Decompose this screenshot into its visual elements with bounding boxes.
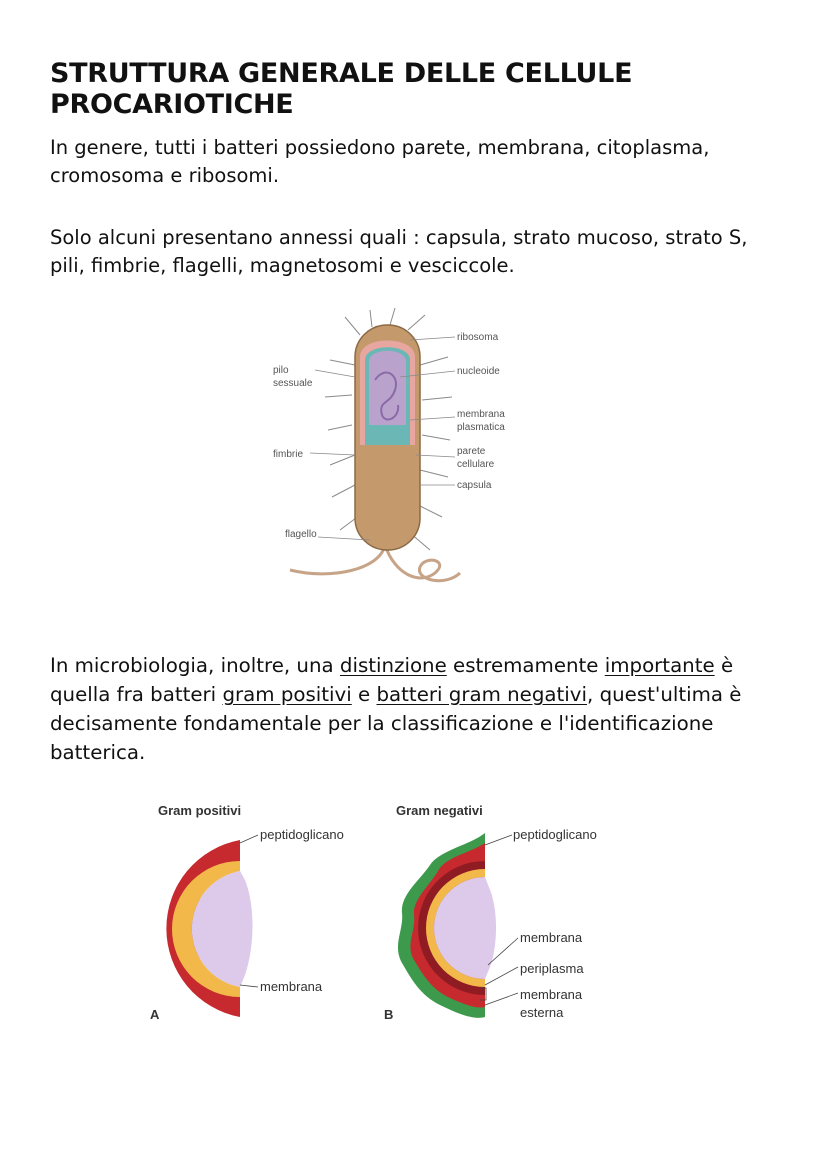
gram-text-2: estremamente — [446, 654, 605, 677]
flagellum-shape — [290, 545, 460, 581]
intro-paragraph: In genere, tutti i batteri possiedono parete, membrana, citoplasma, cromosoma e ribosomi. — [50, 136, 710, 187]
label-membrana: membrana — [457, 409, 505, 420]
gram-positive-title: Gram positivi — [158, 803, 242, 818]
label-capsula: capsula — [457, 480, 492, 491]
panel-b-label: B — [384, 1007, 394, 1022]
gram-text-5: , quest'ultima è decisamente fondamentale per la classificazione e l'identificazione batterica. — [50, 683, 742, 764]
cytoplasm-cutaway — [369, 351, 406, 425]
gram-text-1: In microbiologia, inoltre, una — [50, 654, 340, 677]
gram-wall-figure — [140, 795, 640, 1035]
gram-text-4: e — [351, 683, 377, 706]
gram-positive-membrana-label: membrana — [260, 979, 323, 994]
panel-a-label: A — [150, 1007, 160, 1022]
label-flagello: flagello — [285, 529, 317, 540]
label-ribosoma: ribosoma — [457, 332, 499, 343]
page-title: STRUTTURA GENERALE DELLE CELLULE PROCARIOTICHE — [50, 58, 633, 120]
underlined-importante: importante — [604, 654, 715, 677]
gram-negative-membrana-label: membrana — [520, 930, 583, 945]
label-plasmatica: plasmatica — [457, 422, 505, 433]
underlined-distinzione: distinzione — [339, 654, 447, 677]
gram-negative-peptidoglicano-label: peptidoglicano — [513, 827, 597, 842]
label-cellulare: cellulare — [457, 459, 495, 470]
label-fimbrie: fimbrie — [273, 449, 304, 460]
annexes-paragraph: Solo alcuni presentano annessi quali : capsula, strato mucoso, strato S, pili, fimbrie, flagelli, magnetosomi e vesciccole. — [50, 226, 748, 277]
gram-positive-peptidoglicano-label: peptidoglicano — [260, 827, 344, 842]
gram-text-3: è quella fra batteri — [50, 654, 734, 706]
gram-negative-periplasma-label: periplasma — [520, 961, 584, 976]
label-pilo: pilo — [273, 365, 289, 376]
label-sessuale: sessuale — [273, 378, 313, 389]
label-parete: parete — [457, 446, 486, 457]
underlined-gram-positivi: gram positivi — [222, 683, 352, 706]
label-nucleoide: nucleoide — [457, 366, 500, 377]
gram-negative-title: Gram negativi — [396, 803, 483, 818]
underlined-gram-negativi: batteri gram negativi — [376, 683, 587, 706]
prokaryotic-cell-figure — [260, 305, 560, 595]
gram-negative-membrana-esterna-label-2: esterna — [520, 1005, 564, 1020]
gram-negative-membrana-esterna-label-1: membrana — [520, 987, 583, 1002]
gram-paragraph — [50, 651, 780, 767]
